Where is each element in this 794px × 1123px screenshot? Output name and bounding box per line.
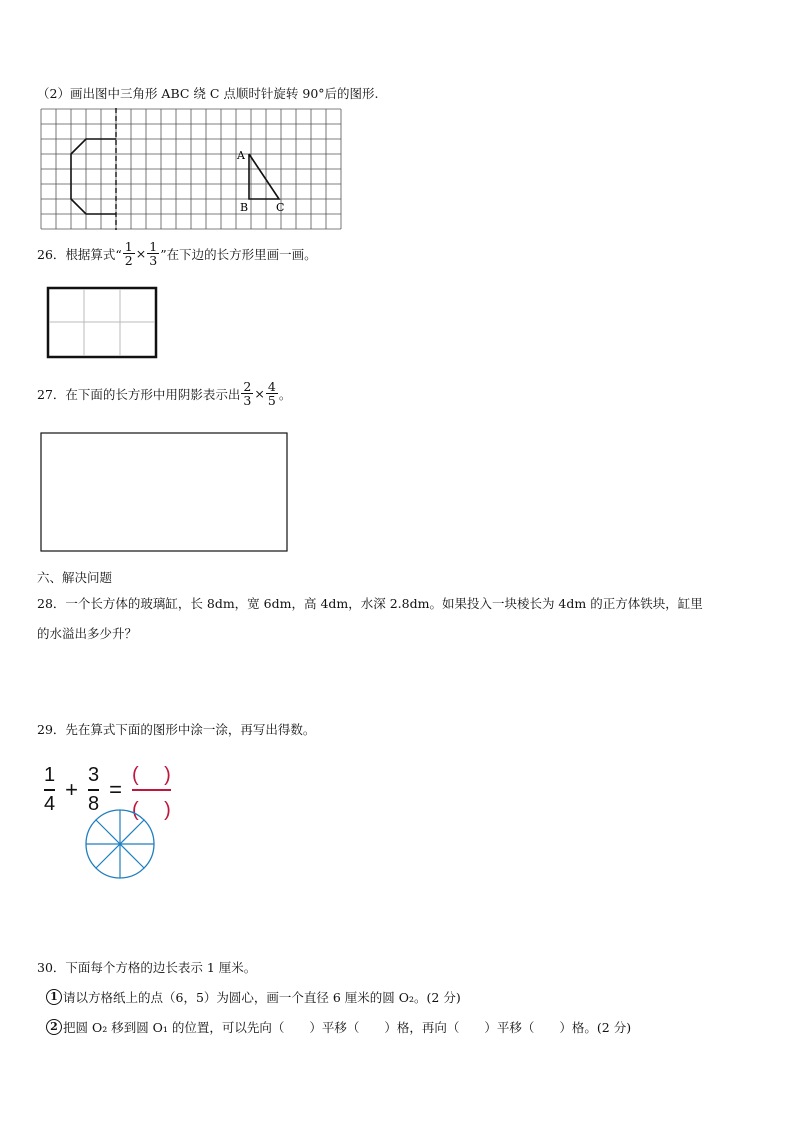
q27-prefix: 27．在下面的长方形中用阴影表示出 — [37, 386, 241, 402]
q28-line2: 的水溢出多少升？ — [37, 626, 138, 641]
q27-fraction-1: $\frac{2}{3}$ — [243, 379, 252, 409]
q30-item2-mark: 2 — [46, 1019, 62, 1035]
q25-text: （2）画出图中三角形 ABC 绕 C 点顺时针旋转 90°后的图形. — [37, 86, 379, 101]
label-c: C — [276, 201, 285, 214]
q27-suffix: 。 — [278, 386, 292, 402]
q25-grid-figure — [40, 108, 342, 232]
q26-prefix: 26．根据算式“ — [37, 246, 122, 262]
q26-rectangle — [46, 286, 158, 359]
q27-line — [37, 380, 291, 407]
q30-item2 — [46, 1018, 631, 1036]
q30-title: 30．下面每个方格的边长表示 1 厘米。 — [37, 960, 257, 975]
q30-item2-text: 把圆 O₂ 移到圆 O₁ 的位置，可以先向（ ）平移（ ）格，再向（ ）平移（ ）格。(2 分) — [63, 1020, 632, 1035]
q28-line1: 28．一个长方体的玻璃缸，长 8dm，宽 6dm，高 4dm，水深 2.8dm。如果投入一块棱长为 4dm 的正方体铁块，缸里 — [37, 596, 703, 611]
q27-rectangle — [40, 432, 289, 553]
label-b: B — [240, 201, 249, 214]
q27-fraction-2: $\frac{4}{5}$ — [267, 379, 276, 409]
q27-rect-border — [41, 433, 287, 551]
q26-line — [37, 240, 317, 267]
q26-suffix: ”在下边的长方形里画一画。 — [160, 246, 317, 262]
q26-fraction-1: $\frac{1}{2}$ — [124, 239, 133, 269]
label-a: A — [237, 149, 245, 162]
half-octagon-shape — [71, 139, 116, 214]
q29-equals: = — [109, 777, 122, 802]
q30-item1-text: 请以方格纸上的点（6，5）为圆心，画一个直径 6 厘米的圆 O₂。(2 分) — [63, 990, 461, 1005]
q30-item1 — [46, 988, 461, 1006]
q26-times: × — [135, 246, 147, 262]
q29-plus: + — [65, 777, 78, 802]
section-title: 六、解决问题 — [37, 570, 113, 585]
q29-fraction-b: 3 8 — [87, 764, 100, 815]
q26-fraction-2: $\frac{1}{3}$ — [149, 239, 158, 269]
q29-text: 29．先在算式下面的图形中涂一涂，再写出得数。 — [37, 722, 316, 737]
q29-circle-eighths — [84, 808, 156, 880]
q30-item1-mark: 1 — [46, 989, 62, 1005]
q29-answer-blank: ( ) ( ) — [131, 764, 171, 821]
q29-fraction-a: 1 4 — [44, 764, 56, 815]
triangle-abc — [249, 154, 279, 199]
q27-times: × — [254, 386, 265, 402]
